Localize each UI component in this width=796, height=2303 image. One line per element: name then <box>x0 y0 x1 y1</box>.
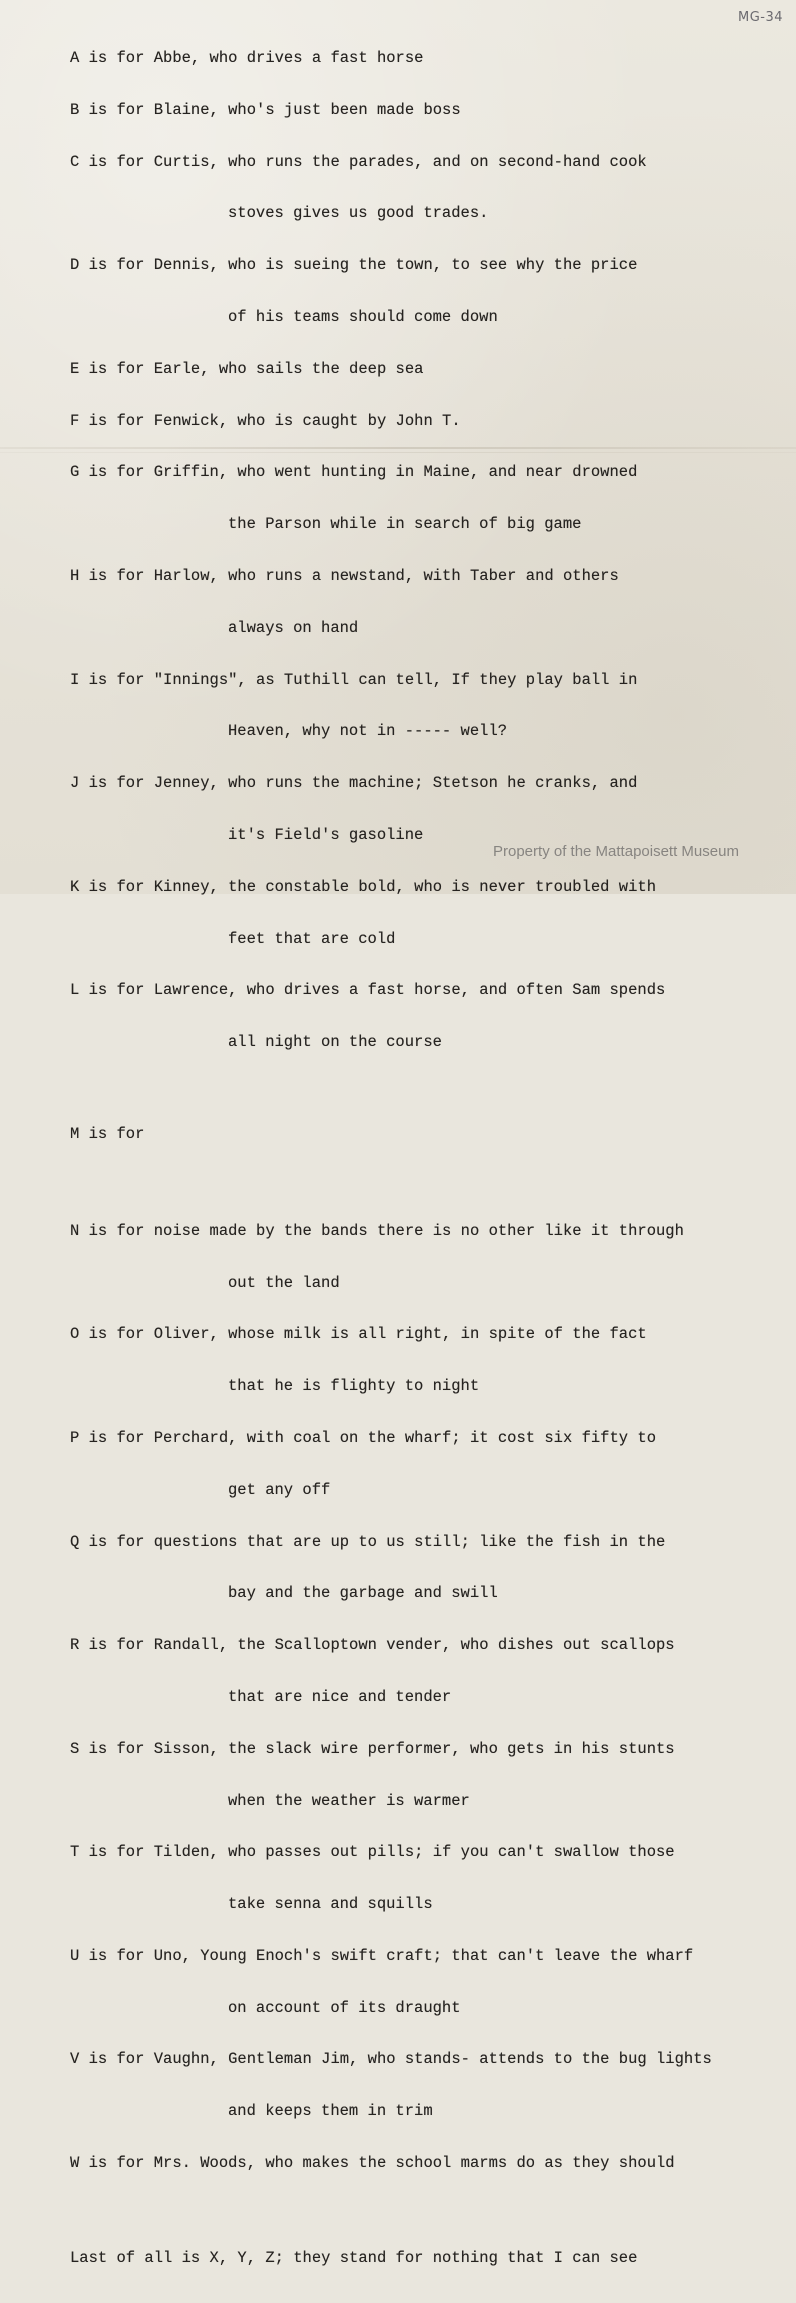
poem-line-k: K is for Kinney, the constable bold, who is never troubled with <box>70 877 656 896</box>
poem-line-n-cont: out the land <box>228 1273 340 1292</box>
poem-line-s: S is for Sisson, the slack wire performer, who gets in his stunts <box>70 1739 675 1758</box>
poem-line-r: R is for Randall, the Scalloptown vender, who dishes out scallops <box>70 1636 675 1655</box>
poem-line-h-cont: always on hand <box>228 618 359 637</box>
poem-line-k-cont: feet that are cold <box>228 929 396 948</box>
poem-line-i-cont: Heaven, why not in ----- well? <box>228 722 508 741</box>
poem-line-j: J is for Jenney, who runs the machine; Stetson he cranks, and <box>70 774 638 793</box>
poem-line-m: M is for <box>70 1124 145 1143</box>
poem-line-g: G is for Griffin, who went hunting in Maine, and near drowned <box>70 463 638 482</box>
poem-line-v-cont: and keeps them in trim <box>228 2102 433 2121</box>
poem-line-l: L is for Lawrence, who drives a fast horse, and often Sam spends <box>70 981 666 1000</box>
poem-line-p: P is for Perchard, with coal on the wharf; it cost six fifty to <box>70 1428 656 1447</box>
typed-poem <box>70 15 712 2303</box>
poem-line-l-cont: all night on the course <box>228 1033 442 1052</box>
poem-line-o-cont: that he is flighty to night <box>228 1377 480 1396</box>
poem-line-u-cont: on account of its draught <box>228 1998 461 2017</box>
document-id-mark: MG-34 <box>738 10 784 25</box>
poem-line-c: C is for Curtis, who runs the parades, and on second-hand cook <box>70 152 647 171</box>
poem-line-a: A is for Abbe, who drives a fast horse <box>70 49 424 67</box>
poem-line-r-cont: that are nice and tender <box>228 1687 452 1706</box>
poem-line-d-cont: of his teams should come down <box>228 307 498 326</box>
poem-line-o: O is for Oliver, whose milk is all right, in spite of the fact <box>70 1325 647 1344</box>
poem-line-c-cont: stoves gives us good trades. <box>228 204 489 223</box>
poem-line-t: T is for Tilden, who passes out pills; if you can't swallow those <box>70 1843 675 1862</box>
poem-line-n: N is for noise made by the bands there is no other like it through <box>70 1221 684 1240</box>
poem-line-q: Q is for questions that are up to us still; like the fish in the <box>70 1532 666 1551</box>
poem-line-v: V is for Vaughn, Gentleman Jim, who stands- attends to the bug lights <box>70 2050 712 2069</box>
poem-line-q-cont: bay and the garbage and swill <box>228 1584 498 1603</box>
poem-line-j-cont: it's Field's gasoline <box>228 825 424 844</box>
poem-line-s-cont: when the weather is warmer <box>228 1791 470 1810</box>
poem-line-p-cont: get any off <box>228 1480 331 1499</box>
poem-line-i: I is for "Innings", as Tuthill can tell, If they play ball in <box>70 670 638 689</box>
poem-line-xyz: Last of all is X, Y, Z; they stand for nothing that I can see <box>70 2248 638 2267</box>
poem-line-d: D is for Dennis, who is sueing the town, to see why the price <box>70 256 638 275</box>
poem-line-b: B is for Blaine, who's just been made boss <box>70 100 461 119</box>
poem-line-e: E is for Earle, who sails the deep sea <box>70 359 424 378</box>
poem-line-f: F is for Fenwick, who is caught by John T. <box>70 411 461 430</box>
poem-line-h: H is for Harlow, who runs a newstand, with Taber and others <box>70 566 619 585</box>
poem-line-w: W is for Mrs. Woods, who makes the school marms do as they should <box>70 2154 675 2173</box>
poem-line-t-cont: take senna and squills <box>228 1895 433 1914</box>
poem-line-u: U is for Uno, Young Enoch's swift craft; that can't leave the wharf <box>70 1946 694 1965</box>
museum-watermark: Property of the Mattapoisett Museum <box>493 843 739 860</box>
poem-line-g-cont: the Parson while in search of big game <box>228 515 582 534</box>
